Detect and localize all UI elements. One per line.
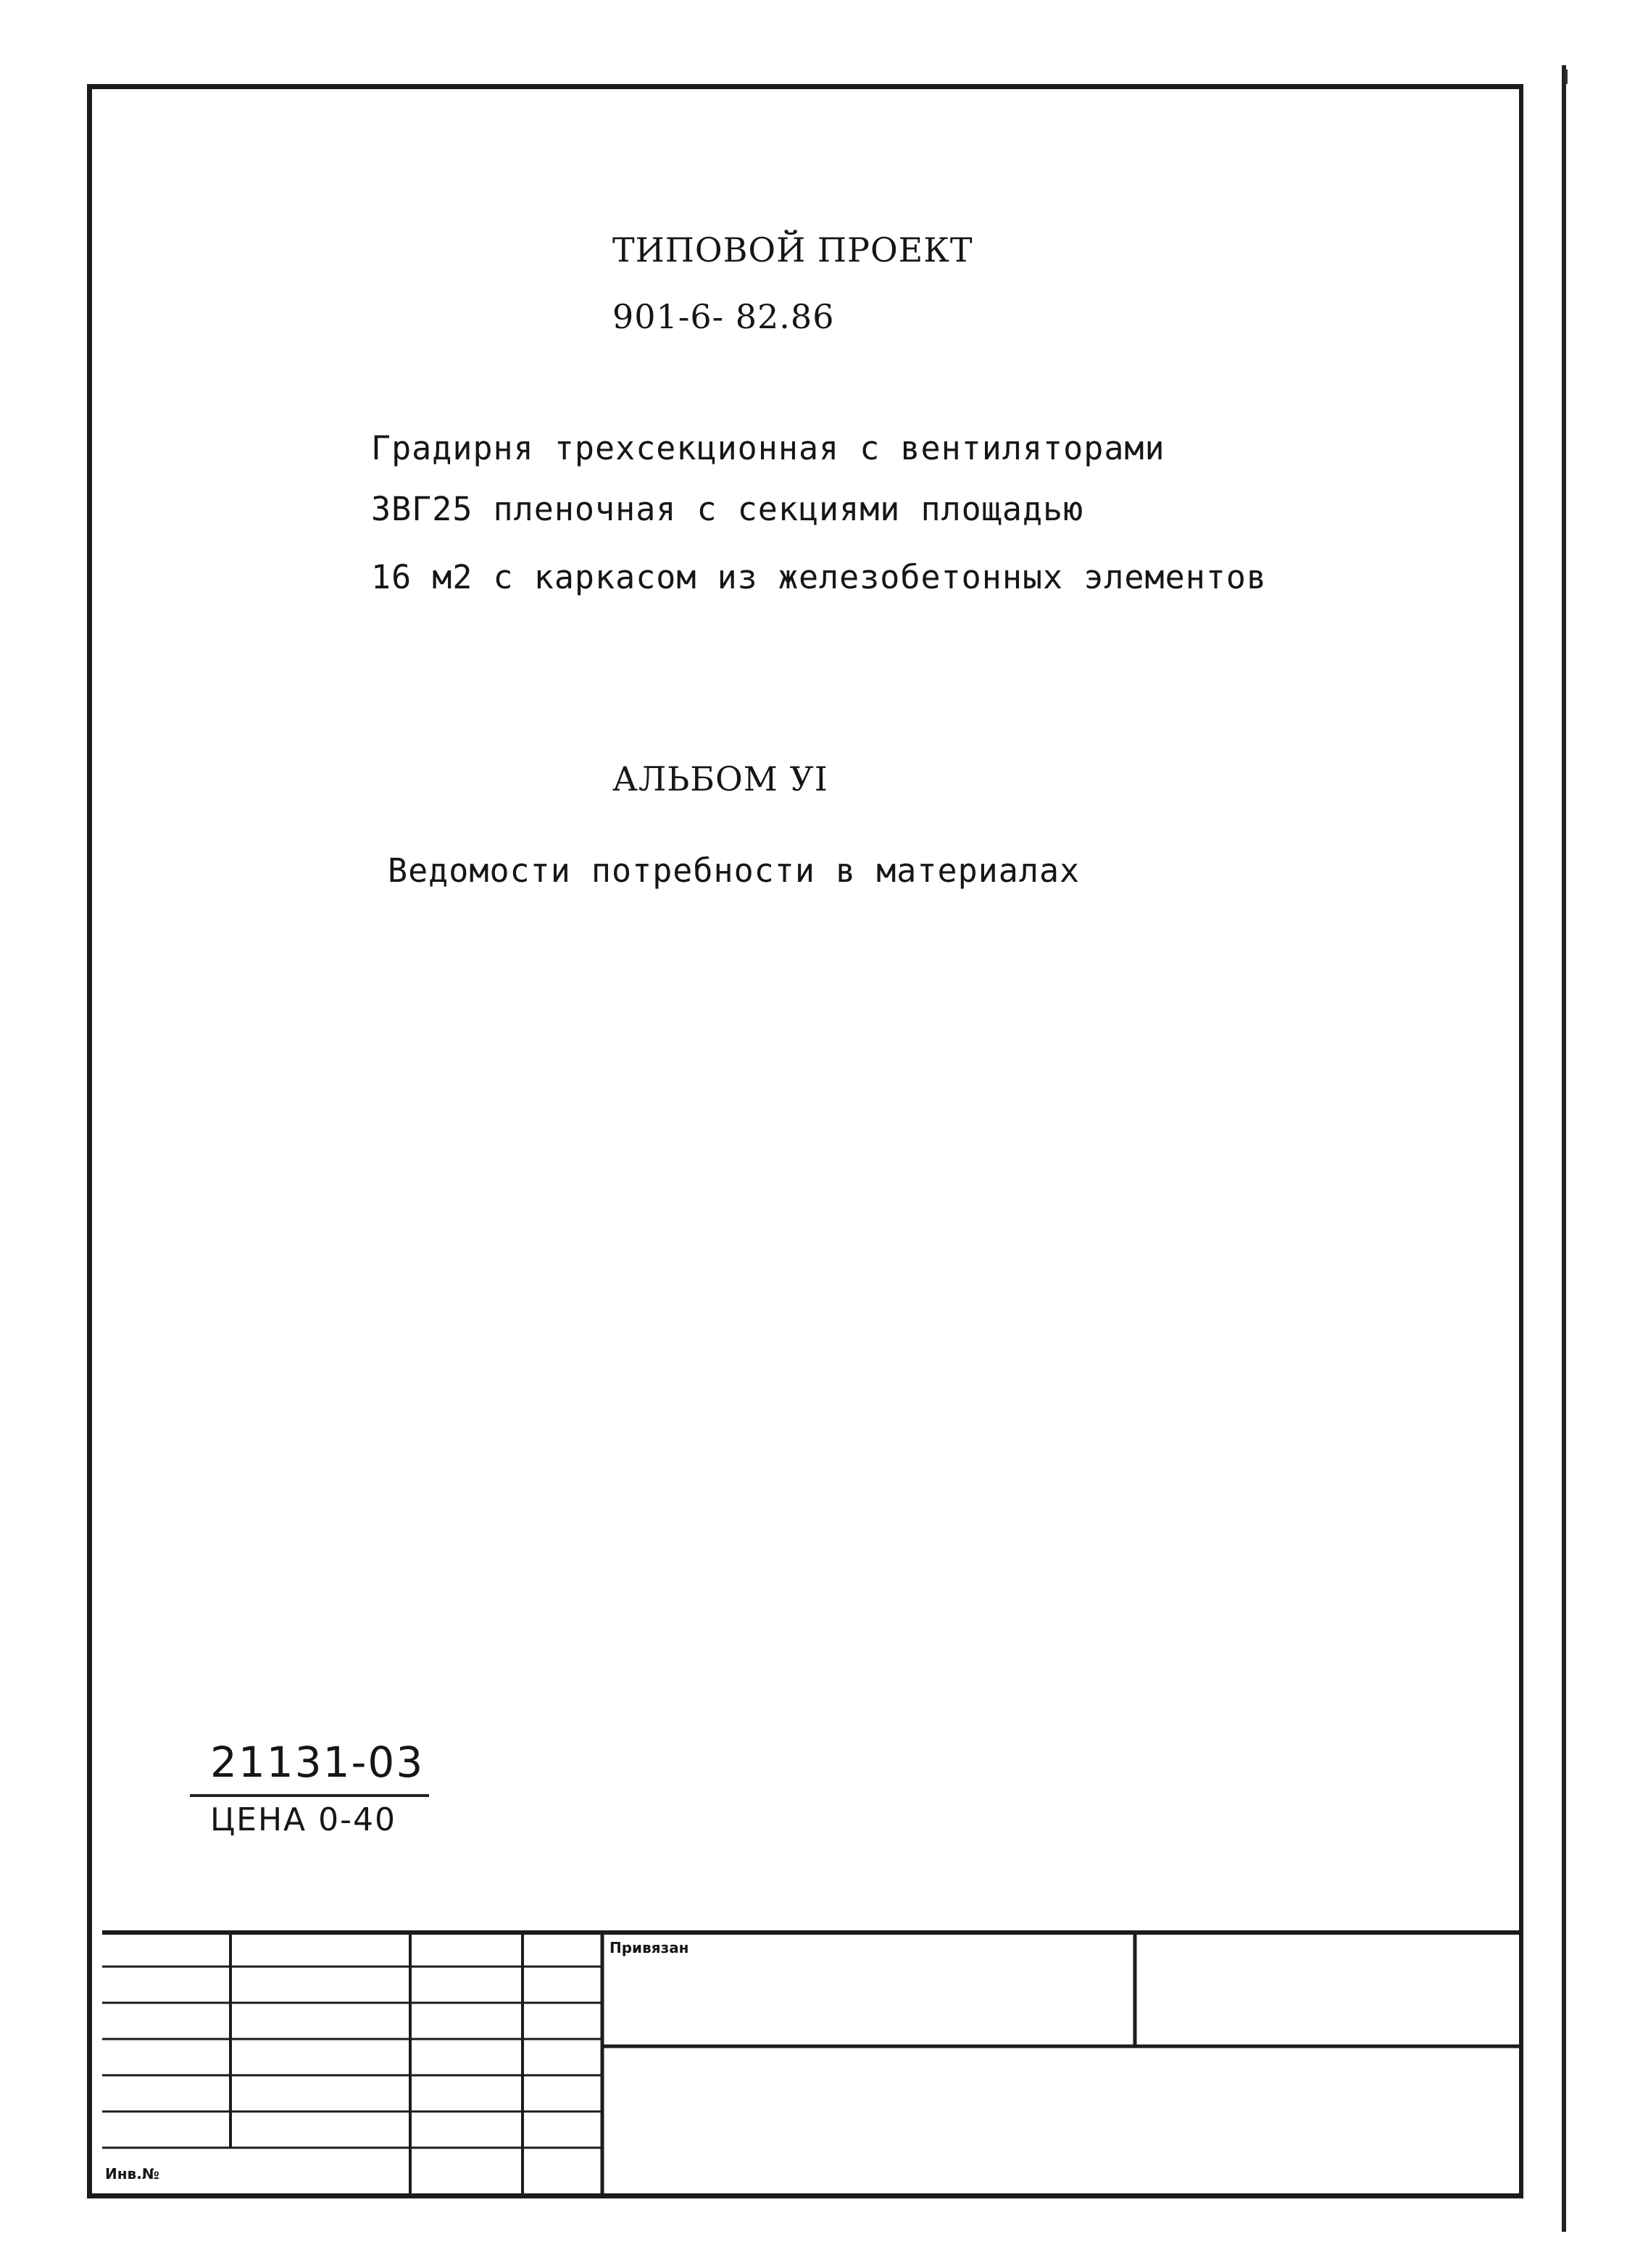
- price-label: ЦЕНА 0-40: [210, 1801, 396, 1838]
- drawing-frame: [87, 84, 1523, 2198]
- album-title: АЛЬБОМ УI: [612, 759, 828, 799]
- privyazan-label: Привязан: [609, 1939, 689, 1956]
- inventory-underline: [190, 1794, 429, 1797]
- description-line-1: Градирня трехсекционная с вентиляторами: [371, 429, 1165, 467]
- title-block: [102, 1930, 1523, 2194]
- inv-number-label: Инв.№: [105, 2165, 159, 2182]
- inventory-code: 21131-03: [210, 1738, 425, 1787]
- project-label: ТИПОВОЙ ПРОЕКТ: [612, 230, 973, 270]
- description-line-3: 16 м2 с каркасом из железобетонных элементов: [371, 558, 1268, 596]
- binding-margin-tick: [1565, 70, 1568, 84]
- album-subtitle: Ведомости потребности в материалах: [388, 851, 1081, 890]
- binding-margin-line: [1562, 65, 1566, 2232]
- description-line-2: 3ВГ25 пленочная с секциями площадью: [371, 490, 1084, 528]
- project-number: 901-6- 82.86: [612, 297, 835, 336]
- title-block-grid: [102, 1930, 1523, 2194]
